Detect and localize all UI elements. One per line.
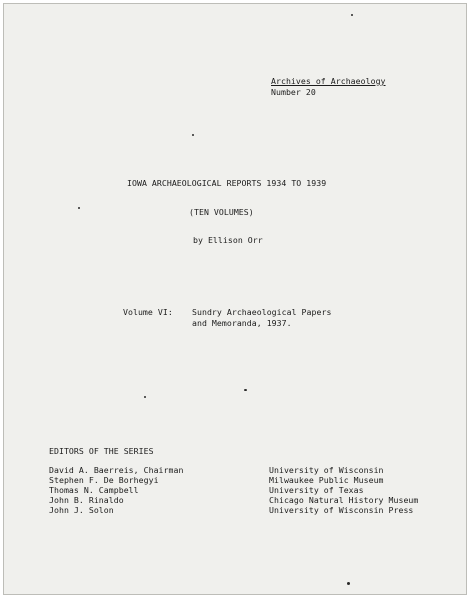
scan-speck [244, 389, 247, 391]
volume-label: Volume VI: [123, 307, 173, 317]
volume-description-line1: Sundry Archaeological Papers [192, 307, 332, 317]
scan-speck [192, 134, 194, 136]
editor-name: John B. Rinaldo [49, 495, 124, 505]
editors-heading: EDITORS OF THE SERIES [49, 446, 154, 456]
editor-name: Stephen F. De Borhegyi [49, 475, 159, 485]
scan-speck [144, 396, 146, 398]
volumes-note: (TEN VOLUMES) [189, 207, 254, 217]
series-number: Number 20 [271, 87, 316, 97]
editor-affiliation: University of Texas [269, 485, 364, 495]
editor-name: David A. Baerreis, Chairman [49, 465, 184, 475]
editor-name: Thomas N. Campbell [49, 485, 139, 495]
author-byline: by Ellison Orr [193, 235, 263, 245]
volume-description-line2: and Memoranda, 1937. [192, 318, 292, 328]
document-page [3, 3, 467, 595]
scan-speck [78, 207, 80, 209]
editor-name: John J. Solon [49, 505, 114, 515]
scan-speck [347, 582, 350, 585]
editor-affiliation: Chicago Natural History Museum [269, 495, 419, 505]
editor-affiliation: Milwaukee Public Museum [269, 475, 384, 485]
editor-affiliation: University of Wisconsin Press [269, 505, 414, 515]
scan-speck [351, 14, 353, 16]
report-title: IOWA ARCHAEOLOGICAL REPORTS 1934 TO 1939 [127, 178, 327, 188]
series-name: Archives of Archaeology [271, 76, 386, 86]
editor-affiliation: University of Wisconsin [269, 465, 384, 475]
